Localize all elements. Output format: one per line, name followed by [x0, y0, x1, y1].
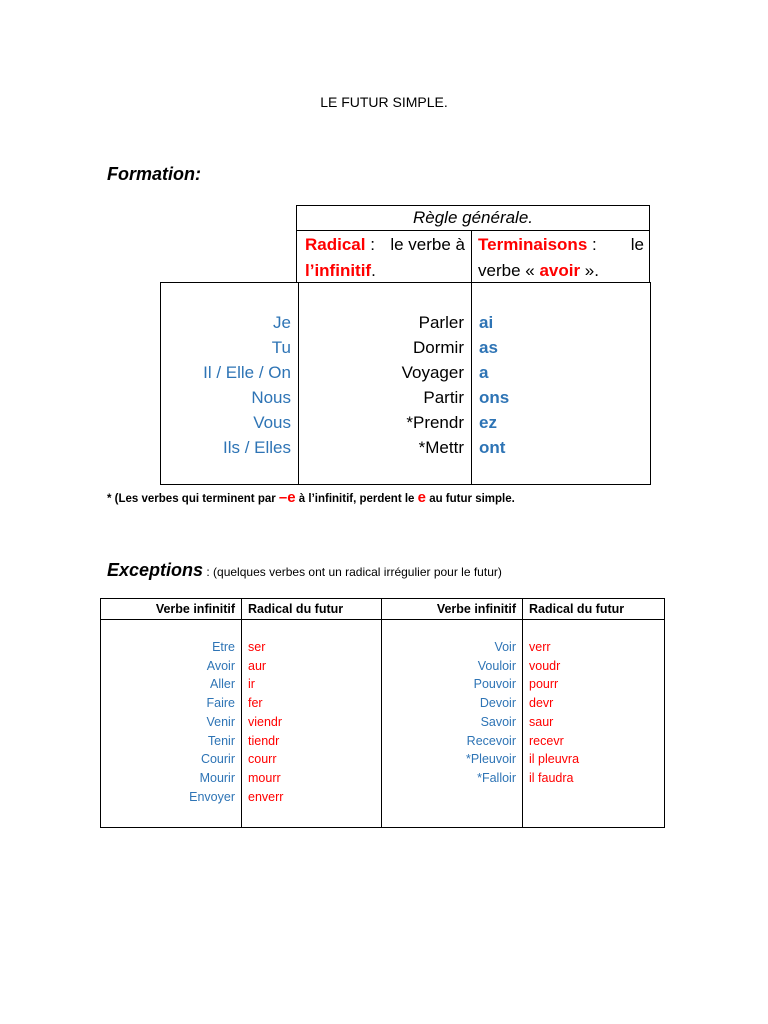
- terminaisons-label: Terminaisons: [478, 235, 588, 254]
- footnote-mark: –e: [278, 489, 296, 506]
- exception-verb: Courir: [200, 752, 235, 767]
- exception-verb: Voir: [494, 640, 516, 654]
- terminaisons-avoir: avoir: [539, 261, 581, 280]
- exception-radical: il pleuvra: [529, 752, 580, 767]
- left-verb-column: [101, 638, 235, 806]
- pronoun-column: [161, 310, 291, 460]
- radical-cell: [305, 232, 465, 284]
- verb: Parler: [418, 313, 464, 332]
- ending-column: [479, 310, 629, 460]
- exception-verb: Venir: [206, 714, 235, 729]
- exception-verb: Vouloir: [477, 658, 516, 673]
- formation-heading: Formation:: [107, 164, 201, 184]
- ending: ons: [479, 388, 510, 407]
- exception-verb: Faire: [206, 696, 235, 711]
- radical-text: le verbe à: [390, 235, 465, 254]
- exception-radical: recevr: [529, 733, 564, 748]
- exception-radical: verr: [529, 640, 551, 654]
- exception-verb: *Pleuvoir: [465, 752, 516, 767]
- exception-verb: Pouvoir: [473, 677, 516, 692]
- verb: *Prendr: [406, 413, 464, 432]
- exception-verb: Etre: [212, 640, 235, 654]
- column-divider: [522, 599, 523, 827]
- exception-radical: courr: [248, 752, 277, 767]
- exception-radical: pourr: [529, 677, 559, 692]
- footnote-text: à l’infinitif, perdent le: [295, 493, 418, 505]
- footnote: [107, 489, 515, 506]
- page-title: LE FUTUR SIMPLE.: [320, 94, 448, 110]
- ending: ez: [479, 413, 497, 432]
- pronoun: Tu: [271, 338, 291, 357]
- exception-verb: Avoir: [206, 658, 235, 673]
- exception-verb: *Falloir: [477, 770, 516, 785]
- terminaisons-cell: [478, 232, 644, 284]
- exception-verb: Devoir: [479, 696, 516, 711]
- verb: Dormir: [413, 338, 464, 357]
- footnote-text: * (Les verbes qui terminent par: [107, 493, 279, 505]
- exception-radical: mourr: [248, 770, 281, 785]
- exceptions-note: : (quelques verbes ont un radical irrégulier pour le futur): [203, 565, 502, 579]
- exception-verb: Savoir: [480, 714, 516, 729]
- footnote-mark: e: [417, 489, 426, 506]
- exception-verb: Tenir: [207, 733, 235, 748]
- left-radical-column: [248, 638, 283, 806]
- exception-verb: Recevoir: [466, 733, 516, 748]
- radical-infinitif: l’infinitif: [305, 261, 372, 280]
- exceptions-heading: [107, 560, 502, 581]
- rule-table: [296, 205, 650, 283]
- exception-radical: devr: [529, 696, 554, 711]
- pronoun: Ils / Elles: [222, 438, 291, 457]
- conjugation-divider: [471, 283, 472, 484]
- right-verb-column: [382, 638, 516, 788]
- pronoun: Vous: [253, 413, 291, 432]
- ending: ont: [479, 438, 506, 457]
- exception-radical: ir: [248, 677, 255, 692]
- exception-radical: tiendr: [248, 733, 280, 748]
- pronoun: Il / Elle / On: [203, 363, 291, 382]
- exception-radical: enverr: [248, 789, 284, 804]
- footnote-text: au futur simple.: [426, 493, 515, 505]
- right-radical-column: [529, 638, 579, 788]
- exception-verb: Aller: [209, 677, 235, 692]
- radical-label: Radical: [305, 235, 366, 254]
- pronoun: Je: [273, 313, 291, 332]
- exception-radical: viendr: [248, 714, 283, 729]
- header-verbe-infinitif: Verbe infinitif: [155, 602, 235, 616]
- exception-radical: ser: [248, 640, 266, 654]
- exception-radical: aur: [248, 658, 267, 673]
- table-header-divider: [101, 619, 664, 620]
- exceptions-title: Exceptions: [107, 560, 204, 580]
- verb-column: [299, 310, 464, 460]
- exception-verb: Envoyer: [189, 789, 235, 804]
- rule-heading: Règle générale.: [297, 206, 649, 231]
- exceptions-table: [100, 598, 665, 828]
- exception-radical: fer: [248, 696, 263, 711]
- exception-radical: il faudra: [529, 770, 574, 785]
- exception-verb: Mourir: [199, 770, 235, 785]
- ending: as: [479, 338, 498, 357]
- ending: ai: [479, 313, 494, 332]
- terminaisons-text-b: ».: [580, 261, 599, 280]
- header-verbe-infinitif: Verbe infinitif: [436, 602, 516, 616]
- ending: a: [479, 363, 489, 382]
- header-radical-futur: Radical du futur: [248, 602, 344, 616]
- column-divider: [241, 599, 242, 827]
- verb: *Mettr: [418, 438, 464, 457]
- terminaisons-text-a: verbe «: [478, 261, 540, 280]
- rule-divider: [471, 230, 472, 282]
- exception-radical: saur: [529, 714, 554, 729]
- verb: Voyager: [401, 363, 464, 382]
- conjugation-table: [160, 282, 651, 485]
- radical-sep: :: [365, 235, 375, 254]
- terminaisons-le: le: [630, 235, 644, 254]
- exception-radical: voudr: [529, 658, 561, 673]
- header-radical-futur: Radical du futur: [529, 602, 625, 616]
- verb: Partir: [423, 388, 464, 407]
- terminaisons-sep: :: [587, 235, 597, 254]
- pronoun: Nous: [251, 388, 291, 407]
- radical-end: .: [371, 261, 376, 280]
